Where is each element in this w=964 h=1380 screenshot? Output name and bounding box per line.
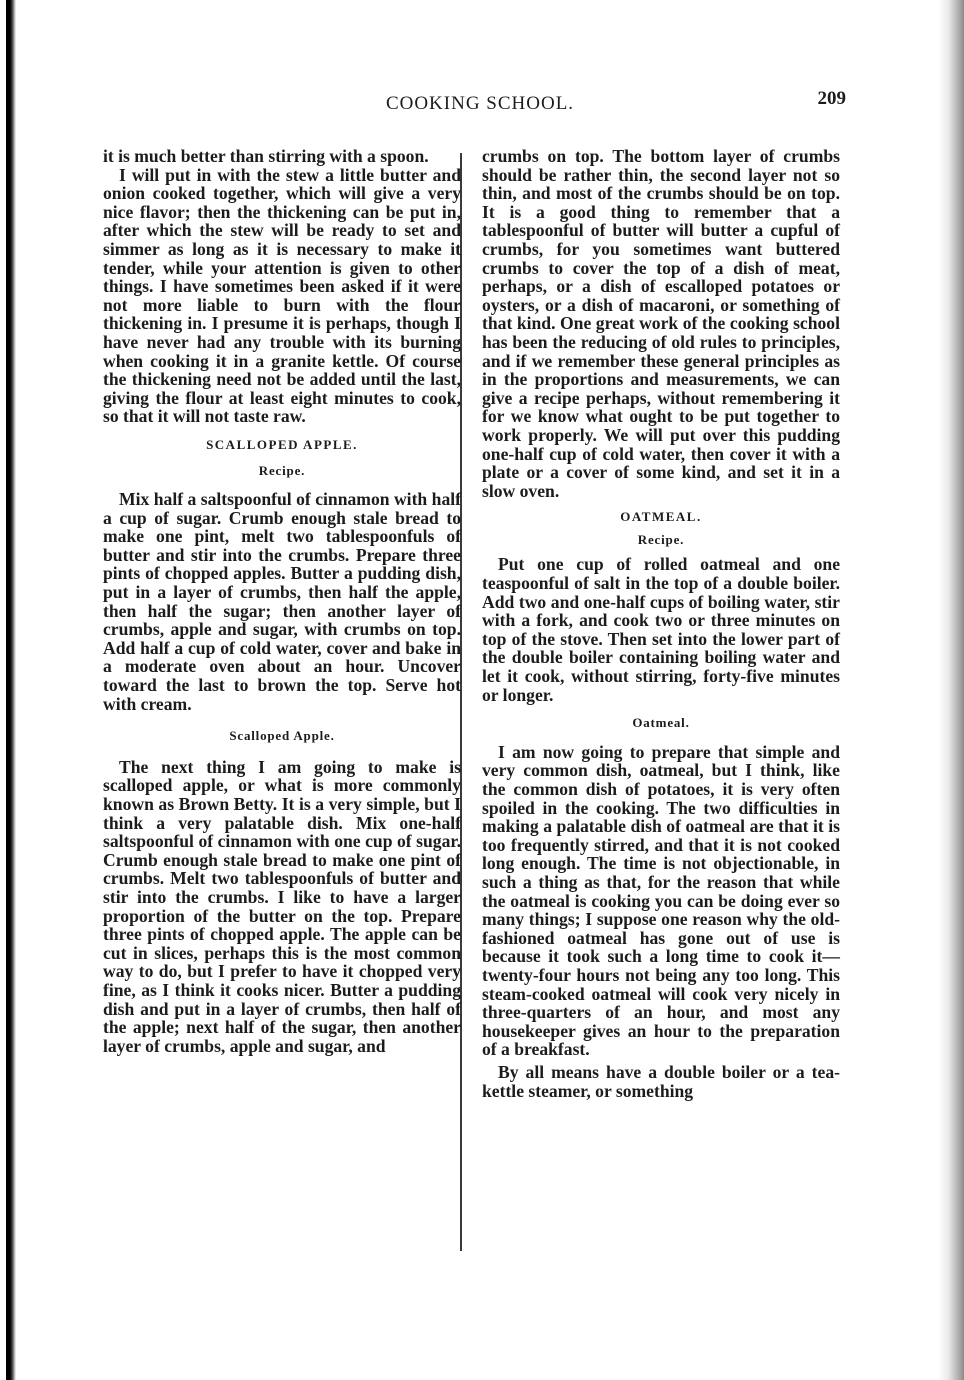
paragraph: The next thing I am going to make is scalloped apple, or what is more commonly known as Brown Betty. It is a very simple, but I think a very palatable dish. Mix one-half saltspoonful of cinnamon with one cup of sugar. Crumb enough stale bread to make one pint of crumbs. Melt two tablespoonfuls of butter and stir into the crumbs. I like to have a larger proportion of the butter on the top. Prepare three pints of chopped apple. The apple can be cut in slices, perhaps this is the most common way to do, but I prefer to have it chopped very fine, as I think it cooks nicer. Butter a pudding dish and put in a layer of crumbs, then half of the apple; next half of the sugar, then another layer of crumbs, apple and sugar, and	[103, 756, 461, 1056]
paragraph: I am now going to prepare that simple and very common dish, oatmeal, but I think, like the common dish of potatoes, it is very often spoiled in the cooking. The two difficulties in making a palatable dish of oatmeal are that it is too frequently stirred, and that it is not cooked long enough. The time is not objectionable, in such a thing as that, for the reason that while the oatmeal is cooking you can be doing ever so many things; I suppose one reason why the old-fashioned oatmeal has gone out of use is because it took such a long time to cook it—twenty-four hours not being any too long. This steam-cooked oatmeal will cook very nicely in three-quarters of an hour, and most any housekeeper gives an hour to the preparation of a breakfast.	[482, 741, 840, 1060]
page-edge-shadow	[6, 0, 16, 1380]
section-heading: OATMEAL.	[620, 509, 702, 525]
paragraph: Mix half a saltspoonful of cinnamon with half a cup of sugar. Crumb enough stale bread to make one pint, melt two tablespoonfuls of butter and stir into the crumbs. Prepare three pints of chopped apples. Butter a pudding dish, put in a layer of crumbs, then half the apple, then half the sugar; then another layer of crumbs, apple and sugar, with crumbs on top. Add half a cup of cold water, cover and bake in a moderate oven about an hour. Uncover toward the last to brown the top. Serve hot with cream.	[103, 489, 461, 714]
paragraph: crumbs on top. The bottom layer of crumbs should be rather thin, the second layer not so thin, and most of the crumbs should be on top. It is a good thing to remember that a tablespoonful of butter will butter a cupful of crumbs, for you sometimes want buttered crumbs to cover the top of a dish of meat, perhaps, or a dish of escalloped potatoes or oysters, or a dish of macaroni, or something of that kind. One great work of the cooking school has been the reducing of old rules to principles, and if we remember these general principles as in the proportions and measurements, we can give a recipe perhaps, without remembering it for we know what ought to be put together to work properly. We will put over this pudding one-half cup of cold water, then cover it with a plate or a cover of some kind, and set it in a slow oven.	[482, 146, 840, 501]
section-subheading: Recipe.	[637, 531, 685, 547]
paragraph: it is much better than stirring with a spoon.	[103, 146, 429, 166]
running-head: COOKING SCHOOL.	[385, 93, 575, 114]
paragraph: By all means have a double boiler or a tea-kettle steamer, or something	[482, 1061, 840, 1101]
section-subheading: Scalloped Apple.	[229, 728, 335, 744]
section-subheading: Oatmeal.	[632, 715, 690, 731]
page-header	[100, 88, 860, 123]
paragraph: I will put in with the stew a little butter and onion cooked together, which will give a very nice flavor; then the thickening can be put in, after which the stew will be ready to set and simmer as long as it is necessary to make it tender, while your attention is given to other things. I have sometimes been asked if it were not more liable to burn with the flour thickening in. I presume it is perhaps, though I have never had any trouble with its burning when cooking it in a granite kettle. Of course the thickening need not be added until the last, giving the flour at least eight minutes to cook, so that it will not taste raw.	[103, 164, 461, 427]
right-column	[482, 147, 840, 1100]
paragraph: Put one cup of rolled oatmeal and one teaspoonful of salt in the top of a double boiler. Add two and one-half cups of boiling water, stir with a fork, and cook two or three minutes on top of the stove. Then set into the lower part of the double boiler containing boiling water and let it cook, without stirring, forty-five minutes or longer.	[482, 554, 840, 705]
binding-shadow	[938, 0, 964, 1380]
left-column	[103, 147, 461, 1055]
section-subheading: Recipe.	[258, 462, 306, 478]
section-heading: SCALLOPED APPLE.	[206, 436, 358, 452]
page-number: 209	[817, 88, 846, 109]
